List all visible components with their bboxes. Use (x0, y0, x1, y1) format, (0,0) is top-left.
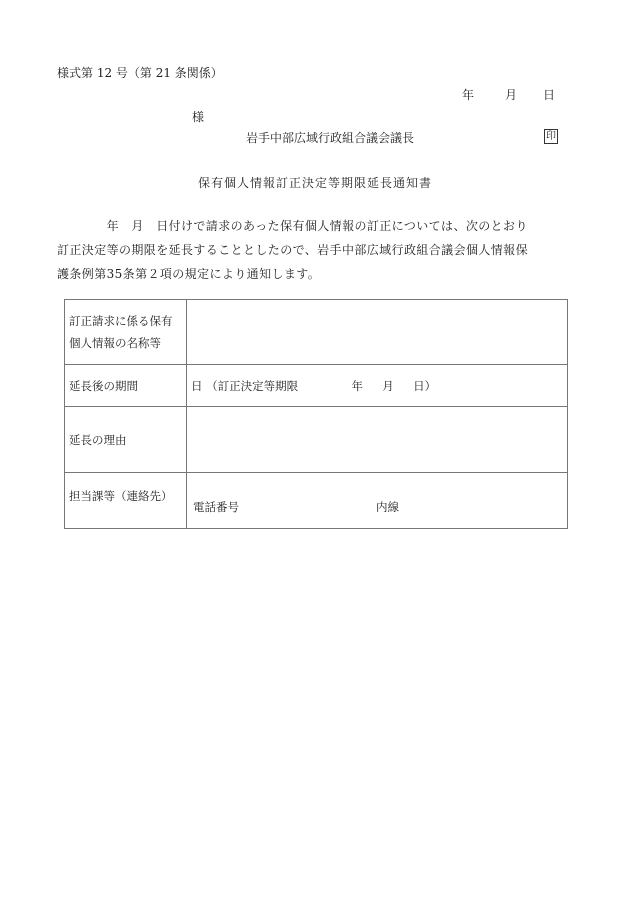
contact-field[interactable] (187, 473, 568, 529)
deadline-year-label: 年 (351, 378, 363, 393)
extension-label: 内線 (376, 500, 399, 514)
row-label: 延長の理由 (65, 407, 187, 473)
phone-label: 電話番号 (193, 500, 239, 514)
body-paragraph (57, 214, 577, 286)
addressee-suffix: 様 (192, 110, 205, 124)
date-year-label: 年 (462, 88, 475, 102)
sender-name: 岩手中部広域行政組合議会議長 (246, 131, 415, 145)
body-line: 訂正決定等の期限を延長することとしたので、岩手中部広域行政組合議会個人情報保 (57, 243, 528, 257)
table-row-extended-period (65, 365, 568, 407)
period-day-label: 日 (191, 378, 203, 393)
info-table (64, 299, 568, 529)
deadline-day-label: 日） (413, 378, 437, 393)
document-title: 保有個人情報訂正決定等期限延長通知書 (197, 176, 432, 190)
deadline-month-label: 月 (382, 378, 394, 393)
deadline-label: （訂正決定等期限 (206, 378, 299, 393)
record-name-field[interactable] (187, 300, 568, 365)
table-row-record-name (65, 300, 568, 365)
body-line: 護条例第35条第２項の規定により通知します。 (57, 267, 321, 281)
reason-field[interactable] (187, 407, 568, 473)
form-number: 様式第 12 号（第 21 条関係） (57, 66, 223, 80)
date-day-label: 日 (543, 88, 556, 102)
extended-period-field[interactable] (187, 365, 568, 407)
row-label: 延長後の期間 (65, 365, 187, 407)
table-row-reason (65, 407, 568, 473)
table-row-contact (65, 473, 568, 529)
row-label: 担当課等（連絡先） (65, 473, 187, 529)
body-line: 年 月 日付けで請求のあった保有個人情報の訂正については、次のとおり (57, 219, 528, 233)
row-label: 訂正請求に係る保有 個人情報の名称等 (65, 300, 187, 365)
date-month-label: 月 (505, 88, 518, 102)
seal-icon: 印 (546, 131, 556, 142)
